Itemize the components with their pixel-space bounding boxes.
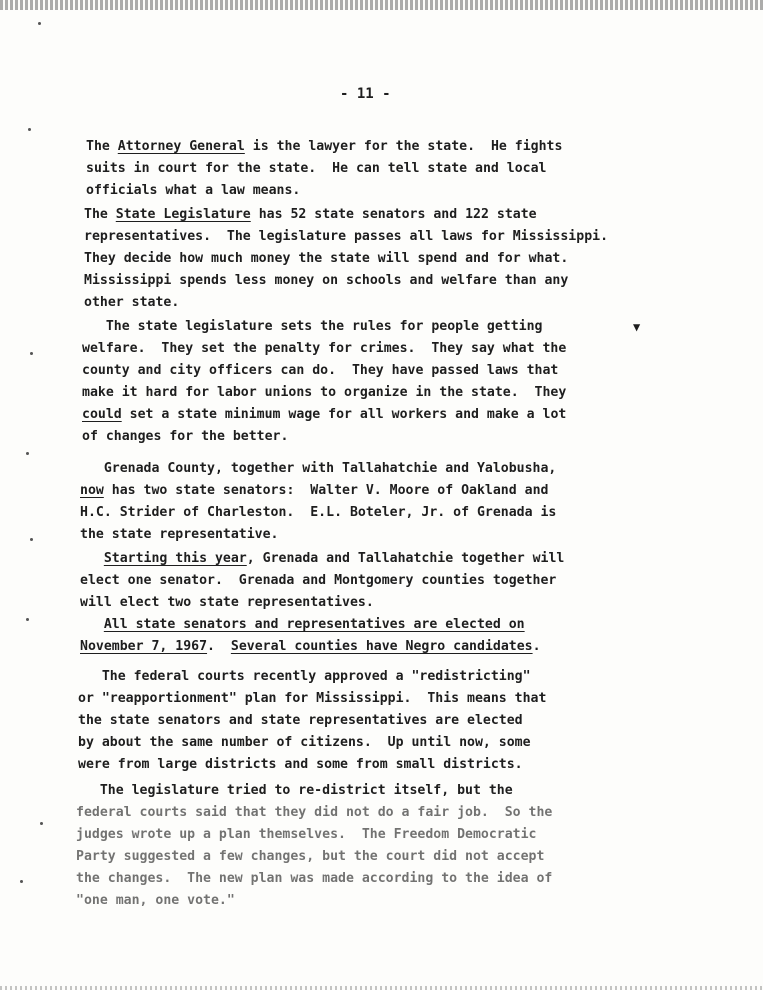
- text-segment: , Grenada and Tallahatchie together will: [246, 551, 565, 566]
- scan-speck: [38, 22, 41, 25]
- text-segment: the changes. The new plan was made according to the idea of: [76, 871, 553, 886]
- text-segment: were from large districts and some from small districts.: [78, 757, 523, 772]
- text-line: [84, 226, 608, 248]
- text-line: [80, 502, 556, 524]
- underlined-text: State Legislature: [115, 207, 251, 222]
- underlined-text: now: [80, 483, 104, 498]
- scan-bottom-edge: [0, 986, 763, 990]
- stray-mark: ▼: [633, 320, 641, 334]
- text-segment: [80, 617, 104, 632]
- text-segment: Mississippi spends less money on schools and welfare than any: [84, 273, 569, 288]
- text-line: [82, 316, 543, 338]
- text-line: [76, 890, 235, 912]
- text-line: [78, 666, 531, 688]
- underlined-text: All state senators and representatives are elected on: [103, 617, 525, 632]
- text-line: [82, 404, 566, 426]
- scan-speck: [26, 452, 29, 455]
- text-line: [84, 292, 179, 314]
- text-line: [80, 614, 525, 636]
- text-segment: the state representative.: [80, 527, 279, 542]
- text-segment: judges wrote up a plan themselves. The Freedom Democratic: [76, 827, 537, 842]
- text-segment: "one man, one vote.": [76, 893, 235, 908]
- underlined-text: November 7, 1967: [80, 639, 208, 654]
- underlined-text: Starting this year: [103, 551, 247, 566]
- text-segment: welfare. They set the penalty for crimes. They say what the: [82, 341, 567, 356]
- text-segment: The federal courts recently approved a "redistricting": [78, 669, 531, 684]
- underlined-text: Several counties have Negro candidates: [230, 639, 533, 654]
- text-line: [76, 780, 513, 802]
- text-segment: suits in court for the state. He can tell state and local: [86, 161, 547, 176]
- text-line: [86, 158, 547, 180]
- text-segment: The state legislature sets the rules for people getting: [82, 319, 543, 334]
- scan-speck: [30, 538, 33, 541]
- underlined-text: Attorney General: [117, 139, 245, 154]
- text-segment: .: [532, 639, 541, 654]
- text-line: [84, 204, 537, 226]
- text-line: [82, 360, 558, 382]
- text-segment: representatives. The legislature passes all laws for Mississippi.: [84, 229, 609, 244]
- text-segment: The: [86, 139, 118, 154]
- text-line: [80, 592, 374, 614]
- text-segment: other state.: [84, 295, 180, 310]
- text-line: [80, 458, 556, 480]
- text-line: [86, 180, 300, 202]
- text-line: [80, 570, 556, 592]
- text-line: [80, 548, 564, 570]
- text-line: [76, 868, 552, 890]
- scan-speck: [20, 880, 23, 883]
- text-line: [78, 710, 523, 732]
- text-line: [80, 636, 541, 658]
- text-line: [80, 524, 279, 546]
- text-segment: The: [84, 207, 116, 222]
- text-segment: elect one senator. Grenada and Montgomery counties together: [80, 573, 557, 588]
- text-segment: set a state minimum wage for all workers and make a lot: [121, 407, 567, 422]
- text-segment: H.C. Strider of Charleston. E.L. Boteler, Jr. of Grenada is: [80, 505, 557, 520]
- text-segment: Grenada County, together with Tallahatchie and Yalobusha,: [80, 461, 557, 476]
- text-line: [84, 270, 568, 292]
- scan-speck: [28, 128, 31, 131]
- text-line: [82, 338, 566, 360]
- text-line: [78, 754, 523, 776]
- text-segment: of changes for the better.: [82, 429, 289, 444]
- text-line: [78, 688, 546, 710]
- text-line: [82, 426, 288, 448]
- text-segment: county and city officers can do. They have passed laws that: [82, 363, 559, 378]
- scan-top-edge: [0, 0, 763, 10]
- scan-speck: [40, 822, 43, 825]
- scan-speck: [30, 352, 33, 355]
- text-segment: the state senators and state representatives are elected: [78, 713, 523, 728]
- text-segment: or "reapportionment" plan for Mississippi. This means that: [78, 691, 547, 706]
- text-segment: is the lawyer for the state. He fights: [244, 139, 563, 154]
- text-segment: Party suggested a few changes, but the court did not accept: [76, 849, 545, 864]
- text-segment: will elect two state representatives.: [80, 595, 374, 610]
- text-segment: federal courts said that they did not do a fair job. So the: [76, 805, 553, 820]
- text-line: [84, 248, 568, 270]
- underlined-text: could: [82, 407, 122, 422]
- scan-speck: [26, 618, 29, 621]
- text-segment: They decide how much money the state will spend and for what.: [84, 251, 569, 266]
- text-line: [76, 824, 537, 846]
- text-segment: [80, 551, 104, 566]
- page-number: - 11 -: [340, 86, 391, 102]
- text-segment: make it hard for labor unions to organize in the state. They: [82, 385, 567, 400]
- text-line: [78, 732, 531, 754]
- text-segment: has 52 state senators and 122 state: [250, 207, 537, 222]
- text-line: [86, 136, 562, 158]
- text-line: [76, 802, 552, 824]
- text-line: [82, 382, 566, 404]
- text-segment: The legislature tried to re-district itself, but the: [76, 783, 513, 798]
- text-segment: by about the same number of citizens. Up until now, some: [78, 735, 531, 750]
- text-segment: .: [207, 639, 231, 654]
- text-line: [76, 846, 544, 868]
- text-segment: officials what a law means.: [86, 183, 301, 198]
- text-line: [80, 480, 548, 502]
- text-segment: has two state senators: Walter V. Moore of Oakland and: [103, 483, 549, 498]
